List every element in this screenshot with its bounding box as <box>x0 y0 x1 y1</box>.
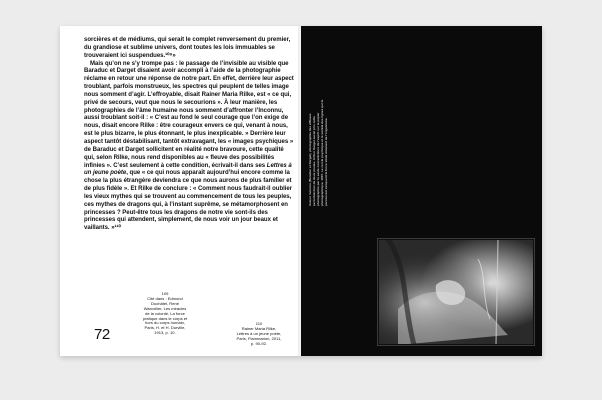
book-gutter <box>298 26 304 356</box>
footnote-text: Cité dans : Edmond Duchâtel, René Warcollier, Les miracles de la volonté, La force pratique dans le corps et hors du corps humain, Paris, H. et H. Durville, 1913, p. 10. <box>142 295 188 336</box>
footnote-text: Rainer Maria Rilke, Lettres à un jeune poète, Paris, Flammarion, 2011, p. 90-92. <box>236 325 282 346</box>
page-number: 72 <box>94 326 110 343</box>
footnote-number: 109 <box>161 291 169 296</box>
paragraph-1: sorcières et de médiums, qui serait le complet renversement du premier, du grandiose et sublime univers, dont toutes les lois immuables se trouveraient ici suspendues.¹⁰⁹» <box>84 37 291 59</box>
photo-caption: Auteur inconnu (Baraduc et Darget), photographie des effluves perturbatrices de deux poules. Arthur Darget aurait pris cette photographie par la seule concentration de l'esprit sur le papier photographique. 1907. Le cercle psychique et la variété des lignes qui la parcourent évoquent la force vitale émanant de l'organisme. <box>308 99 329 206</box>
photograph-image <box>378 239 534 345</box>
footnote-number: 110 <box>255 321 263 326</box>
body-text <box>84 37 294 233</box>
right-page <box>301 26 542 356</box>
footnote-109 <box>142 292 188 336</box>
paragraph-2-text: Mais qu’on ne s’y trompe pas : le passage de l’invisible au visible que Baraduc et Darget disaient avoir accompli à l’aide de la photographie réclame en retour une réponse de notre part. En effet, derrière leur aspect troublant, parfois monstrueux, les spectres qui peuplent de telles image nous somment d’agir. L’effroyable, disait Rainer Maria Rilke, est « ce qui, privé de secours, veut que nous le secourions ». À leur manière, les photographies de l’âme humaine nous somment d’affronter l’Inconnu, aussi troublant soit-il : « C’est au fond le seul courage que l’on exige de nous, disait encore Rilke : être courageux envers ce qui, venant à nous, est le plus bizarre, le plus étonnant, le plus inexplicable. » Derrière leur aspect tantôt déstabilisant, tantôt extravagant, les « images psychiques » de Baraduc et Darget sollicitent en réalité notre bravoure, cette qualité qui, selon Rilke, nous rend disponibles au « fleuve des possibilités infinies ». C’est seulement à cette condition, écrivait-il dans ses <box>84 60 294 169</box>
book-spread <box>60 26 542 356</box>
paragraph-2 <box>84 61 294 234</box>
book-title: Lettres à un jeune poète <box>84 162 292 177</box>
paragraph-2-tail: , que « ce qui nous apparaît aujourd’hui encore comme la chose la plus étrangère deviendra ce que nous aurons de plus familier et de plus fidèle ». Et Rilke de conclure : « Comment nous faudrait-il oublier les vieux mythes qui se trouvent au commencement de tous les peuples, ces mythes de dragons qui, à l’instant suprême, se métamorphosent en princesses ? Peut-être tous les dragons de notre vie sont-ils des princesses qui attendent, simplement, de nous voir un jour beaux et vaillants. »¹¹⁰ <box>84 170 293 232</box>
left-page <box>60 26 301 356</box>
archival-photograph <box>377 238 535 346</box>
footnote-110 <box>236 322 282 347</box>
